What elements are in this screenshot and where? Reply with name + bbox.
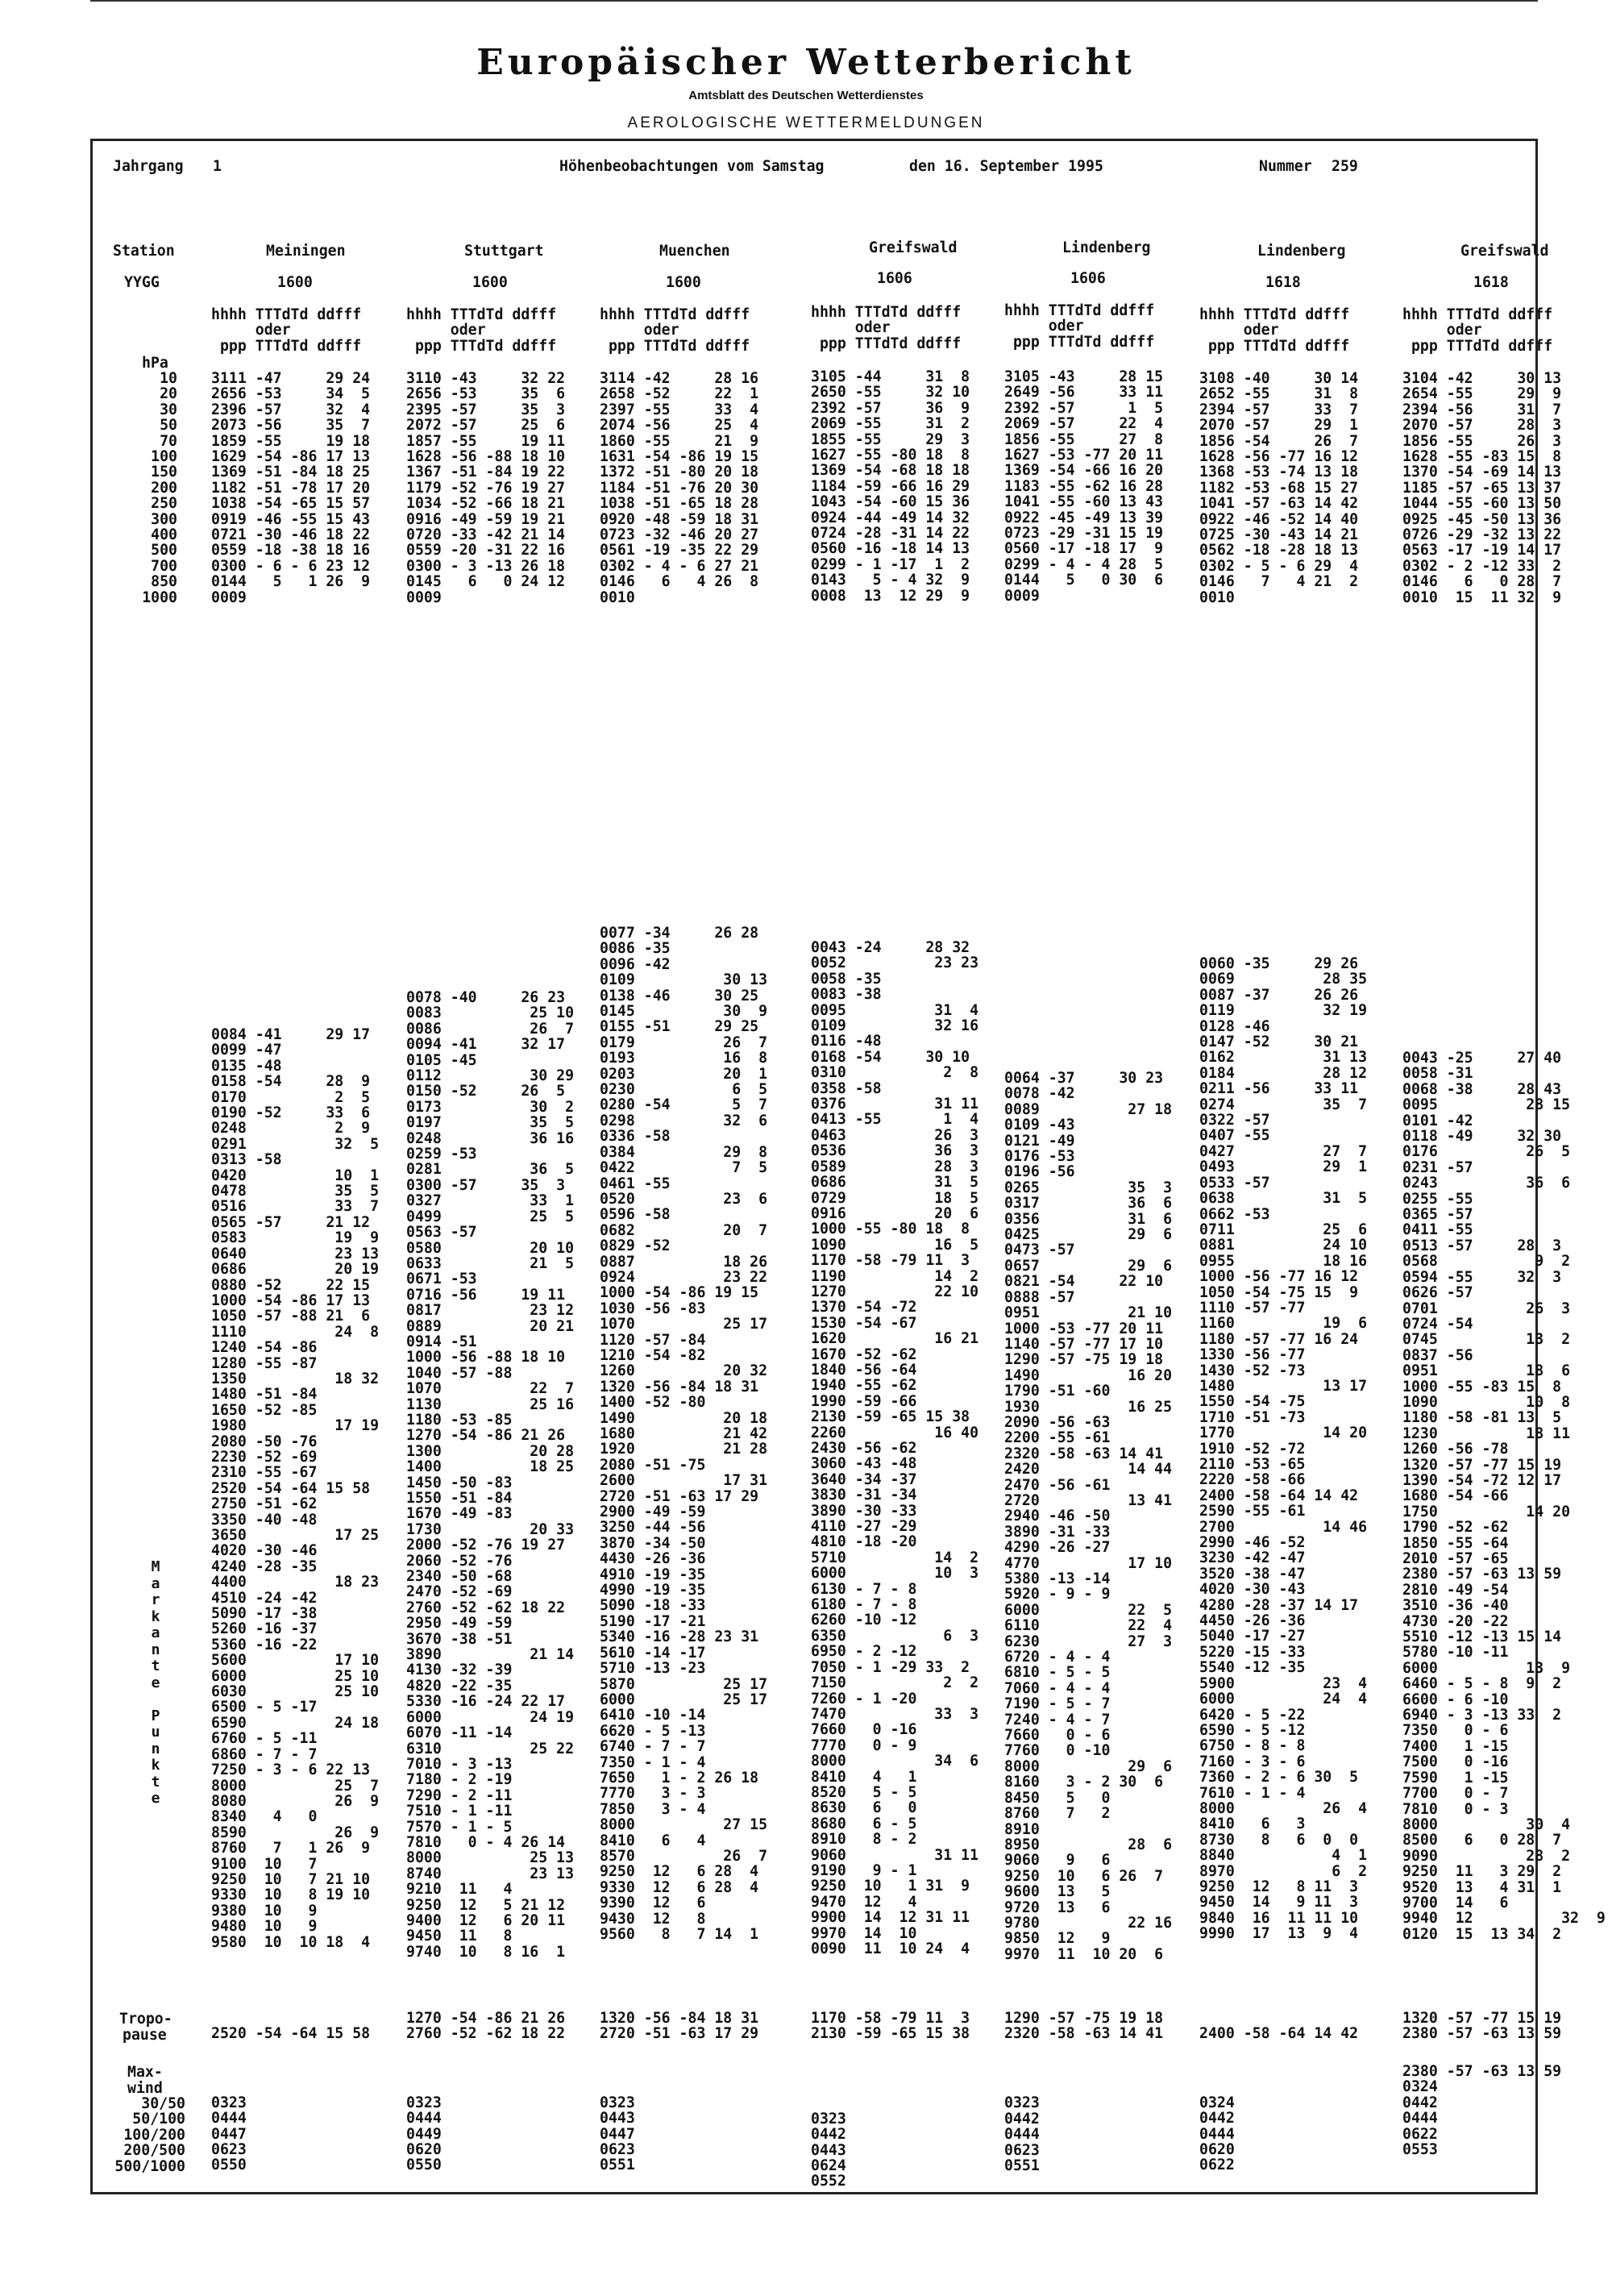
station-name: Meiningen (266, 243, 346, 260)
report-date: den 16. September 1995 (909, 158, 1103, 175)
subtitle: Amtsblatt des Deutschen Wetterdienstes (688, 89, 924, 102)
station-name: Greifswald (869, 239, 958, 256)
tropopause-data: 1290 -57 -75 19 18 2320 -58 -63 14 41 (1004, 2010, 1164, 2043)
maxwind-data: 0323 0444 0449 0620 0550 (406, 2094, 442, 2174)
standard-level-data: 3114 -42 28 16 2658 -52 22 1 2397 -55 33 4 2074 -56 25 4 1860 -55 21 9 1631 -54 -86 19 15 1372 -51 -80 20 18 1184 -51 -76 20 30 1038 -51 -65 18 28 0920 -48 -59 18 31 0723 -32 -46 20 27 0561 -19 -35 22 29 0302 - 4 - 6 27 21 0146 6 4 26 8 0010 (600, 370, 759, 606)
significant-points-data: 0064 -37 30 23 0078 -42 0089 27 18 0109 -43 0121 -49 0176 -53 0196 -56 0265 35 3 0317 36 6 0356 31 6 0425 29 6 0473 -57 0657 29 6 0821 -54 22 10 0888 -57 0951 21 10 1000 -53 -77 20 11 1140 -57 -77 17 10 1290 -57 -75 19 18 1490 16 20 1790 -51 -60 1930 16 25 2090 -56 -63 2200 -55 -61 2320 -58 -63 14 41 2420 14 44 2470 -56 -61 2720 13 41 2940 -46 -50 3890 -31 -33 4290 -26 -27 4770 17 10 5380 -13 -14 5920 - 9 - 9 6000 22 5 6110 22 4 6230 27 3 6720 - 4 - 4 6810 - 5 - 5 7060 - 4 - 4 7190 - 5 - 7 7240 - 4 - 7 7660 0 - 6 7760 0 -10 8000 29 6 8160 3 - 2 30 6 8450 5 0 8760 7 2 8910 8950 28 6 9060 9 6 9250 10 6 26 7 9600 13 5 9720 13 6 9780 22 16 9850 12 9 9970 11 10 20 6 (1004, 1070, 1173, 1963)
significant-points-data: 0077 -34 26 28 0086 -35 0096 -42 0109 30 13 0138 -46 30 25 0145 30 9 0155 -51 29 25 0179 26 7 0193 16 8 0203 20 1 0230 6 5 0280 -54 5 7 0298 32 6 0336 -58 0384 29 8 0422 7 5 0461 -55 0520 23 6 0596 -58 0682 20 7 0829 -52 0887 18 26 0924 23 22 1000 -54 -86 19 15 1030 -56 -83 1070 25 17 1120 -57 -84 1210 -54 -82 1260 20 32 1320 -56 -84 18 31 1400 -52 -80 1490 20 18 1680 21 42 1920 21 28 2080 -51 -75 2600 17 31 2720 -51 -63 17 29 2900 -49 -59 3250 -44 -56 3870 -34 -50 4430 -26 -36 4910 -19 -35 4990 -19 -35 5090 -18 -33 5190 -17 -21 5340 -16 -28 23 31 5610 -14 -17 5710 -13 -23 5870 25 17 6000 25 17 6410 -10 -14 6620 - 5 -13 6740 - 7 - 7 7350 - 1 - 4 7650 1 - 2 26 18 7770 3 - 3 7850 3 - 4 8000 27 15 8410 6 4 8570 26 7 9250 12 6 28 4 9330 12 6 28 4 9390 12 6 9430 12 8 9560 8 7 14 1 (600, 925, 768, 1943)
column-header: hhhh TTTdTd ddfff oder ppp TTTdTd ddfff (600, 306, 750, 355)
station-label: Station (113, 243, 175, 260)
station-time: 1600 (472, 274, 508, 291)
maxwind-data: 0323 0442 0443 0624 0552 (811, 2110, 846, 2190)
maxwind-label-2: wind (127, 2080, 163, 2097)
tropopause-data: 1320 -57 -77 15 19 2380 -57 -63 13 59 (1402, 2010, 1562, 2043)
tropopause-data: 2520 -54 -64 15 58 (211, 2025, 371, 2043)
significant-points-data: 0043 -25 27 40 0058 -31 0068 -38 28 43 0095 28 15 0101 -42 0118 -49 32 30 0176 26 5 0231 -57 0243 36 6 0255 -55 0365 -57 0411 -55 0513 -57 28 3 0568 9 2 0594 -55 32 3 0626 -57 0701 26 3 0724 -54 0745 13 2 0837 -56 0951 18 6 1000 -55 -83 15 8 1090 10 8 1180 -58 -81 13 5 1230 18 11 1260 -56 -78 1320 -57 -77 15 19 1390 -54 -72 12 17 1680 -54 -66 1750 14 20 1790 -52 -62 1850 -55 -64 2010 -57 -65 2380 -57 -63 13 59 2810 -49 -54 3510 -36 -40 4730 -20 -22 5510 -12 -13 15 14 5780 -10 -11 6000 13 9 6460 - 5 - 8 9 2 6600 - 6 -10 6940 - 3 -13 33 2 7350 0 - 6 7400 1 -15 7500 0 -16 7590 1 -15 7700 0 - 7 7810 0 - 3 8000 30 4 8500 6 0 28 7 9090 28 2 9250 11 3 29 2 9520 13 4 31 1 9700 14 6 9940 12 32 9 0120 15 13 34 2 (1402, 1050, 1606, 1943)
maxwind-data: 2380 -57 -63 13 59 0324 0442 0444 0622 0553 (1402, 2063, 1562, 2159)
significant-points-data: 0084 -41 29 17 0099 -47 0135 -48 0158 -54 28 9 0170 2 5 0190 -52 33 6 0248 2 9 0291 32 5 0313 -58 0420 10 1 0478 35 5 0516 33 7 0565 -57 21 12 0583 19 9 0640 23 13 0686 20 19 0880 -52 22 15 1000 -54 -86 17 13 1050 -57 -88 21 6 1110 24 8 1240 -54 -86 1280 -55 -87 1350 18 32 1480 -51 -84 1650 -52 -85 1980 17 19 2080 -50 -76 2230 -52 -69 2310 -55 -67 2520 -54 -64 15 58 2750 -51 -62 3350 -40 -48 3650 17 25 4020 -30 -46 4240 -28 -35 4400 18 23 4510 -24 -42 5090 -17 -38 5260 -16 -37 5360 -16 -22 5600 17 10 6000 25 10 6030 25 10 6500 - 5 -17 6590 24 18 6760 - 5 -11 6860 - 7 - 7 7250 - 3 - 6 22 13 8000 25 7 8080 26 9 8340 4 0 8590 26 9 8760 7 1 26 9 9100 10 7 9250 10 7 21 10 9330 10 8 19 10 9380 10 9 9480 10 9 9580 10 10 18 4 (211, 1026, 380, 1951)
column-header: hhhh TTTdTd ddfff oder ppp TTTdTd ddfff (1199, 306, 1350, 355)
standard-level-data: 3110 -43 32 22 2656 -53 35 6 2395 -57 35 3 2072 -57 25 6 1857 -55 19 11 1628 -56 -88 18 10 1367 -51 -84 19 22 1179 -52 -76 19 27 1034 -52 -66 18 21 0916 -49 -59 19 21 0720 -33 -42 21 14 0559 -20 -31 22 16 0300 - 3 -13 26 18 0145 6 0 24 12 0009 (406, 370, 566, 606)
column-header: hhhh TTTdTd ddfff oder ppp TTTdTd ddfff (1402, 306, 1553, 355)
station-name: Muenchen (659, 243, 730, 260)
maxwind-label-1: Max- (127, 2064, 163, 2081)
nummer-label: Nummer (1259, 158, 1312, 175)
page-title: Europäischer Wetterbericht (476, 42, 1136, 83)
station-name: Lindenberg (1062, 239, 1151, 256)
jahrgang-value: 1 (213, 158, 222, 175)
column-header: hhhh TTTdTd ddfff oder ppp TTTdTd ddfff (811, 304, 962, 352)
standard-level-data: 3111 -47 29 24 2656 -53 34 5 2396 -57 32 4 2073 -56 35 7 1859 -55 19 18 1629 -54 -86 17 13 1369 -51 -84 18 25 1182 -51 -78 17 20 1038 -54 -65 15 57 0919 -46 -55 15 43 0721 -30 -46 18 22 0559 -18 -38 18 16 0300 - 6 - 6 23 12 0144 5 1 26 9 0009 (211, 370, 371, 606)
maxwind-data: 0323 0444 0447 0623 0550 (211, 2094, 247, 2174)
observation-title: Höhenbeobachtungen vom Samstag (559, 158, 825, 175)
standard-level-data: 3105 -43 28 15 2649 -56 33 11 2392 -57 1 5 2069 -57 22 4 1856 -55 27 8 1627 -53 -77 20 11 1369 -54 -66 16 20 1183 -55 -62 16 28 1041 -55 -60 13 43 0922 -45 -49 13 39 0723 -29 -31 15 19 0560 -17 -18 17 9 0299 - 4 - 4 28 5 0144 5 0 30 6 0009 (1004, 368, 1164, 605)
top-rule (90, 0, 1538, 2)
significant-points-data: 0078 -40 26 23 0083 25 10 0086 26 7 0094 -41 32 17 0105 -45 0112 30 29 0150 -52 26 5 0173 30 2 0197 35 5 0248 36 16 0259 -53 0281 36 5 0300 -57 35 3 0327 33 1 0499 25 5 0563 -57 0580 20 10 0633 21 5 0671 -53 0716 -56 19 11 0817 23 12 0889 20 21 0914 -51 1000 -56 -88 18 10 1040 -57 -88 1070 22 7 1130 25 16 1180 -53 -85 1270 -54 -86 21 26 1300 20 28 1400 18 25 1450 -50 -83 1550 -51 -84 1670 -49 -83 1730 20 33 2000 -52 -76 19 27 2060 -52 -76 2340 -50 -68 2470 -52 -69 2760 -52 -62 18 22 2950 -49 -59 3670 -38 -51 3890 21 14 4130 -32 -39 4820 -22 -35 5330 -16 -24 22 17 6000 24 19 6070 -11 -14 6310 25 22 7010 - 3 -13 7180 - 2 -19 7290 - 2 -11 7510 - 1 -11 7570 - 1 - 5 7810 0 - 4 26 14 8000 25 13 8740 23 13 9210 11 4 9250 12 5 21 12 9400 12 6 20 11 9450 11 8 9740 10 8 16 1 (406, 989, 575, 1961)
section-title: AEROLOGISCHE WETTERMELDUNGEN (627, 114, 985, 131)
column-header: hhhh TTTdTd ddfff oder ppp TTTdTd ddfff (1004, 302, 1155, 351)
station-time: 1618 (1265, 274, 1301, 291)
column-header: hhhh TTTdTd ddfff oder ppp TTTdTd ddfff (211, 306, 362, 355)
station-time: 1606 (1070, 270, 1106, 287)
maxwind-data: 0323 0442 0444 0623 0551 (1004, 2094, 1040, 2175)
nummer-value: 259 (1332, 158, 1358, 175)
tropopause-data: 1320 -56 -84 18 31 2720 -51 -63 17 29 (600, 2010, 759, 2043)
station-time: 1606 (877, 270, 912, 287)
column-header: hhhh TTTdTd ddfff oder ppp TTTdTd ddfff (406, 306, 557, 355)
station-name: Lindenberg (1257, 243, 1346, 260)
maxwind-data: 0323 0443 0447 0623 0551 (600, 2094, 635, 2174)
station-time: 1600 (666, 274, 701, 291)
yygg-label: YYGG (124, 274, 160, 291)
markante-punkte-label: M a r k a n t e P u n k t e (151, 1558, 160, 1807)
tropopause-label-2: pause (123, 2027, 167, 2044)
tropopause-label-1: Tropo- (119, 2011, 172, 2028)
station-name: Stuttgart (464, 243, 544, 260)
standard-level-data: 3105 -44 31 8 2650 -55 32 10 2392 -57 36 9 2069 -55 31 2 1855 -55 29 3 1627 -55 -80 18 8 1369 -54 -68 18 18 1184 -59 -66 16 29 1043 -54 -60 15 36 0924 -44 -49 14 32 0724 -28 -31 14 22 0560 -16 -18 14 13 0299 - 1 -17 1 2 0143 5 - 4 32 9 0008 13 12 29 9 (811, 368, 970, 605)
standard-level-data: 3108 -40 30 14 2652 -55 31 8 2394 -57 33 7 2070 -57 29 1 1856 -54 26 7 1628 -56 -77 16 12 1368 -53 -74 13 18 1182 -53 -68 15 27 1041 -57 -63 14 42 0922 -46 -52 14 40 0725 -30 -43 14 21 0562 -18 -28 18 13 0302 - 5 - 6 29 4 0146 7 4 21 2 0010 (1199, 370, 1359, 606)
maxwind-data: 0324 0442 0444 0620 0622 (1199, 2094, 1235, 2174)
tropopause-data: 2400 -58 -64 14 42 (1199, 2025, 1359, 2043)
tropopause-data: 1270 -54 -86 21 26 2760 -52 -62 18 22 (406, 2010, 566, 2043)
tropopause-data: 1170 -58 -79 11 3 2130 -59 -65 15 38 (811, 2010, 970, 2043)
station-time: 1600 (277, 274, 313, 291)
hpa-label: hPa (142, 355, 168, 372)
pressure-levels: 10 20 30 50 70 100 150 200 250 300 400 500 700 850 1000 (142, 370, 177, 606)
station-time: 1618 (1473, 274, 1509, 291)
standard-level-data: 3104 -42 30 13 2654 -55 29 9 2394 -56 31 7 2070 -57 28 3 1856 -55 26 3 1628 -55 -83 15 8 1370 -54 -69 14 13 1185 -57 -65 13 37 1044 -55 -60 13 50 0925 -45 -50 13 36 0726 -29 -32 13 22 0563 -17 -19 14 17 0302 - 2 -12 33 2 0146 6 0 28 7 0010 15 11 32 9 (1402, 370, 1562, 606)
significant-points-data: 0060 -35 29 26 0069 28 35 0087 -37 26 26 0119 32 19 0128 -46 0147 -52 30 21 0162 31 13 0184 28 12 0211 -56 33 11 0274 35 7 0322 -57 0407 -55 0427 27 7 0493 29 1 0533 -57 0638 31 5 0662 -53 0711 25 6 0881 24 10 0955 18 16 1000 -56 -77 16 12 1050 -54 -75 15 9 1110 -57 -77 1160 19 6 1180 -57 -77 16 24 1330 -56 -77 1430 -52 -73 1480 13 17 1550 -54 -75 1710 -51 -73 1770 14 20 1910 -52 -72 2110 -53 -65 2220 -58 -66 2400 -58 -64 14 42 2590 -55 -61 2700 14 46 2990 -46 -52 3230 -42 -47 3520 -38 -47 4020 -30 -43 4280 -28 -37 14 17 4450 -26 -36 5040 -17 -27 5220 -15 -33 5540 -12 -35 5900 23 4 6000 24 4 6420 - 5 -22 6590 - 5 -12 6750 - 8 - 8 7160 - 3 - 6 7360 - 2 - 6 30 5 7610 - 1 - 4 8000 26 4 8410 6 3 8730 8 6 0 0 8840 4 1 8970 6 2 9250 12 8 11 3 9450 14 9 11 3 9840 16 11 11 10 9990 17 13 9 4 (1199, 955, 1368, 1943)
maxwind-layers: 30/50 50/100 100/200 200/500 500/1000 (114, 2095, 185, 2175)
jahrgang-label: Jahrgang (113, 158, 184, 175)
significant-points-data: 0043 -24 28 32 0052 23 23 0058 -35 0083 -38 0095 31 4 0109 32 16 0116 -48 0168 -54 30 10 0310 2 8 0358 -58 0376 31 11 0413 -55 1 4 0463 26 3 0536 36 3 0589 28 3 0686 31 5 0729 18 5 0916 20 6 1000 -55 -80 18 8 1090 16 5 1170 -58 -79 11 3 1190 14 2 1270 22 10 1370 -54 -72 1530 -54 -67 1620 16 21 1670 -52 -62 1840 -56 -64 1940 -55 -62 1990 -59 -66 2130 -59 -65 15 38 2260 16 40 2430 -56 -62 3060 -43 -48 3640 -34 -37 3830 -31 -34 3890 -30 -33 4110 -27 -29 4810 -18 -20 5710 14 2 6000 10 3 6130 - 7 - 8 6180 - 7 - 8 6260 -10 -12 6350 6 3 6950 - 2 -12 7050 - 1 -29 33 2 7150 2 2 7260 - 1 -20 7470 33 3 7660 0 -16 7770 0 - 9 8000 34 6 8410 4 1 8520 5 - 5 8630 6 0 8680 6 - 5 8910 8 - 2 9060 31 11 9190 9 - 1 9250 10 1 31 9 9470 12 4 9900 14 12 31 11 9970 14 10 0090 11 10 24 4 (811, 939, 979, 1957)
station-name: Greifswald (1460, 243, 1549, 260)
